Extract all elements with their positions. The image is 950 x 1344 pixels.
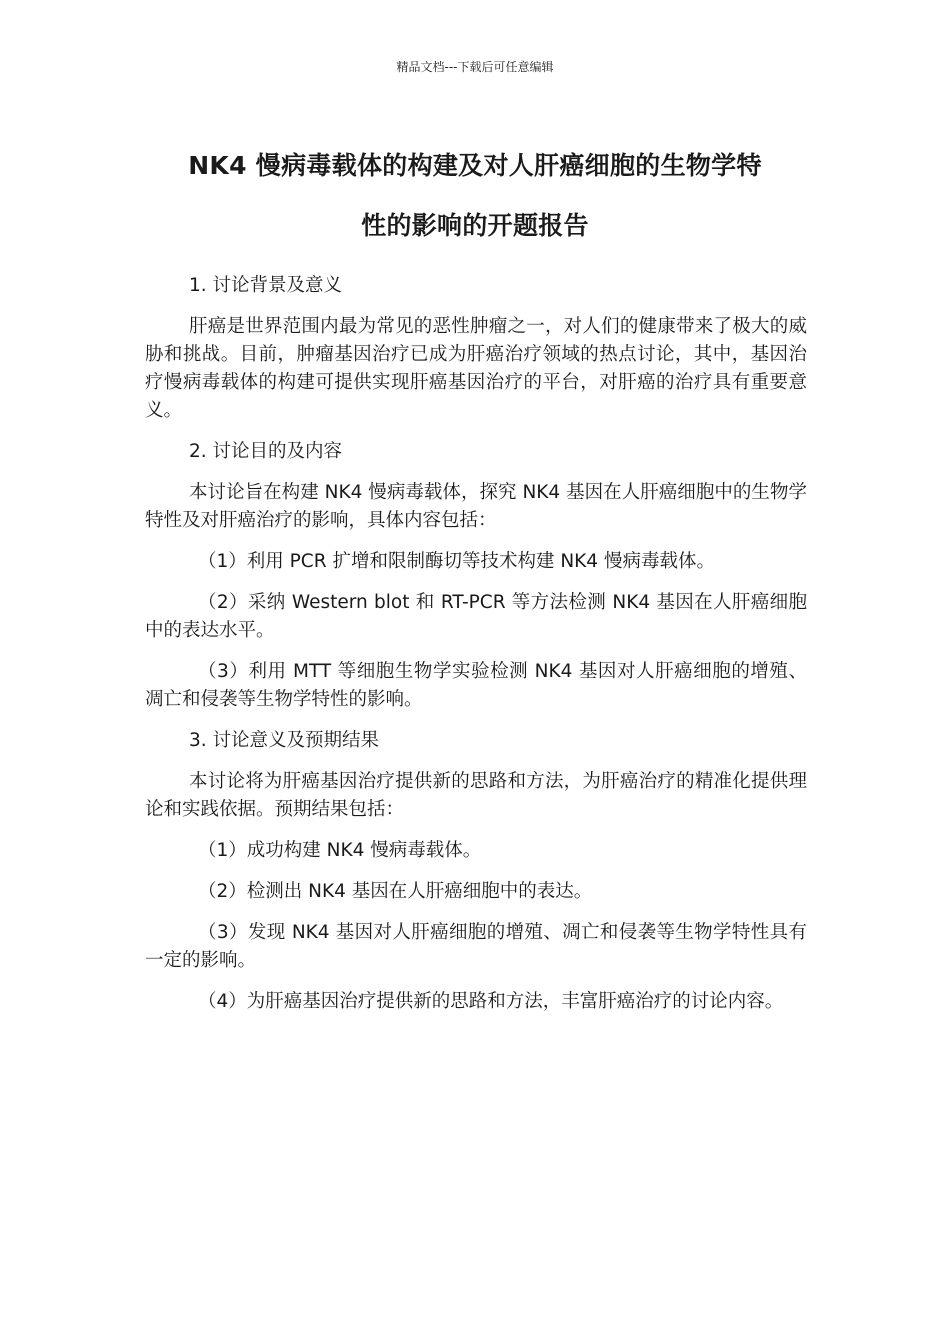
- document-title: [144, 136, 806, 256]
- paragraph-significance: 本讨论将为肝癌基因治疗提供新的思路和方法，为肝癌治疗的精准化提供理论和实践依据。预期结果包括：: [145, 771, 807, 820]
- result-item-4: （4）为肝癌基因治疗提供新的思路和方法，丰富肝癌治疗的讨论内容。: [198, 991, 784, 1012]
- paragraph-purpose: 本讨论旨在构建 NK4 慢病毒载体，探究 NK4 基因在人肝癌细胞中的生物学特性及对肝癌治疗的影响，具体内容包括：: [145, 482, 807, 531]
- title-line-1: NK4 慢病毒载体的构建及对人肝癌细胞的生物学特: [188, 151, 762, 180]
- purpose-item-3: （3）利用 MTT 等细胞生物学实验检测 NK4 基因对人肝癌细胞的增殖、凋亡和侵袭等生物学特性的影响。: [145, 661, 807, 710]
- section-heading-background: 1. 讨论背景及意义: [189, 275, 343, 296]
- document-body: [145, 272, 807, 1029]
- paragraph-background: 肝癌是世界范围内最为常见的恶性肿瘤之一，对人们的健康带来了极大的威胁和挑战。目前，肿瘤基因治疗已成为肝癌治疗领域的热点讨论，其中，基因治疗慢病毒载体的构建可提供实现肝癌基因治疗的平台，对肝癌的治疗具有重要意义。: [145, 316, 807, 421]
- result-item-2: （2）检测出 NK4 基因在人肝癌细胞中的表达。: [198, 881, 593, 902]
- title-line-2: 性的影响的开题报告: [361, 211, 589, 240]
- purpose-item-1: （1）利用 PCR 扩增和限制酶切等技术构建 NK4 慢病毒载体。: [198, 551, 715, 572]
- page-header: 精品文档---下载后可任意编辑: [396, 60, 554, 74]
- section-heading-purpose: 2. 讨论目的及内容: [189, 441, 343, 462]
- purpose-item-2: （2）采纳 Western blot 和 RT-PCR 等方法检测 NK4 基因在人肝癌细胞中的表达水平。: [145, 592, 807, 641]
- result-item-1: （1）成功构建 NK4 慢病毒载体。: [198, 840, 482, 861]
- result-item-3: （3）发现 NK4 基因对人肝癌细胞的增殖、凋亡和侵袭等生物学特性具有一定的影响。: [145, 922, 807, 971]
- section-heading-significance: 3. 讨论意义及预期结果: [189, 730, 380, 751]
